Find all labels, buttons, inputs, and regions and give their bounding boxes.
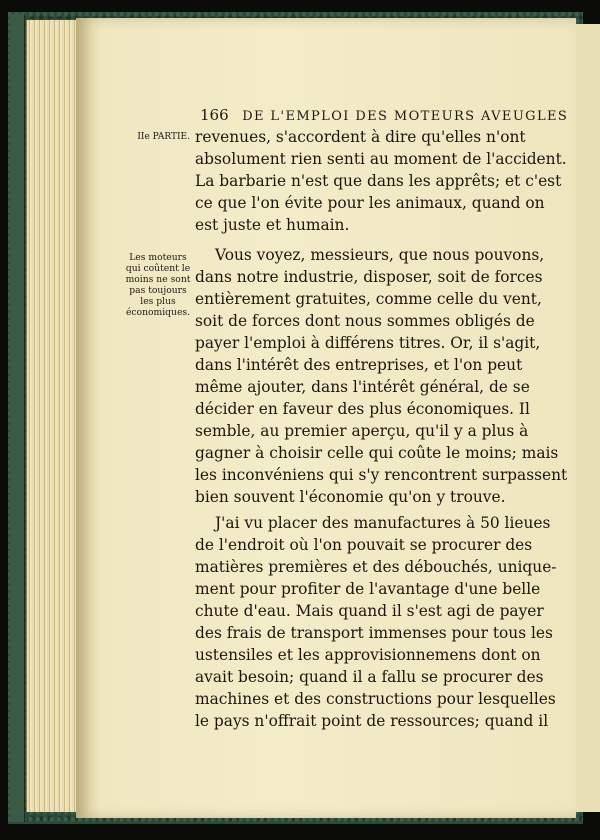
text-line: le pays n'offrait point de ressources; quand il: [195, 712, 549, 730]
page-edges: [26, 20, 83, 812]
text-line: La barbarie n'est que dans les apprêts; et c'est: [195, 172, 562, 190]
text-line: dans notre industrie, disposer, soit de forces: [195, 268, 543, 286]
page-number: 166: [200, 106, 229, 124]
text-line: matières premières et des débouchés, unique-: [195, 558, 557, 576]
text-line: soit de forces dont nous sommes obligés de: [195, 312, 535, 330]
text-line: ment pour profiter de l'avantage d'une belle: [195, 580, 541, 598]
text-line: gagner à choisir celle qui coûte le moins; mais: [195, 444, 559, 462]
text-line: semble, au premier aperçu, qu'il y a plus à: [195, 422, 529, 440]
margin-note-line: qui coûtent le: [125, 263, 191, 274]
running-header: [200, 106, 569, 124]
text-line: décider en faveur des plus économiques. Il: [195, 400, 530, 418]
text-line: dans l'intérêt des entreprises, et l'on peut: [195, 356, 523, 374]
text-line: absolument rien senti au moment de l'accident.: [195, 150, 567, 168]
margin-note-line: pas toujours: [129, 285, 187, 296]
text-line: est juste et humain.: [195, 216, 350, 234]
margin-note-line: Les moteurs: [129, 252, 187, 263]
margin-note-line: les plus: [140, 296, 176, 307]
text-line: bien souvent l'économie qu'on y trouve.: [195, 488, 506, 506]
text-line: ustensiles et les approvisionnemens dont on: [195, 646, 541, 664]
text-line: ce que l'on évite pour les animaux, quand on: [195, 194, 545, 212]
text-line: payer l'emploi à différens titres. Or, il s'agit,: [195, 334, 541, 352]
text-line: des frais de transport immenses pour tous les: [195, 624, 553, 642]
text-line: machines et des constructions pour lesquelles: [195, 690, 556, 708]
facing-page-edge: [574, 24, 600, 812]
text-line: J'ai vu placer des manufactures à 50 lieues: [215, 514, 551, 532]
text-line: de l'endroit où l'on pouvait se procurer des: [195, 536, 533, 554]
margin-note-line: économiques.: [125, 307, 191, 318]
text-line: Vous voyez, messieurs, que nous pouvons,: [215, 246, 545, 264]
text-line: revenues, s'accordent à dire qu'elles n'ont: [195, 128, 526, 146]
margin-note-moteurs: [124, 252, 192, 318]
text-line: entièrement gratuites, comme celle du vent,: [195, 290, 542, 308]
margin-note-line: moins ne sont: [125, 274, 191, 285]
book-spine-edge: [10, 14, 25, 822]
running-title: DE L'EMPLOI DES MOTEURS AVEUGLES: [242, 109, 569, 124]
text-line: les inconvéniens qui s'y rencontrent surpassent: [195, 466, 568, 484]
text-line: chute d'eau. Mais quand il s'est agi de payer: [195, 602, 544, 620]
margin-note-partie: IIe PARTIE.: [137, 132, 190, 142]
text-line: avait besoin; quand il a fallu se procurer des: [195, 668, 544, 686]
text-line: même ajouter, dans l'intérêt général, de se: [195, 378, 530, 396]
